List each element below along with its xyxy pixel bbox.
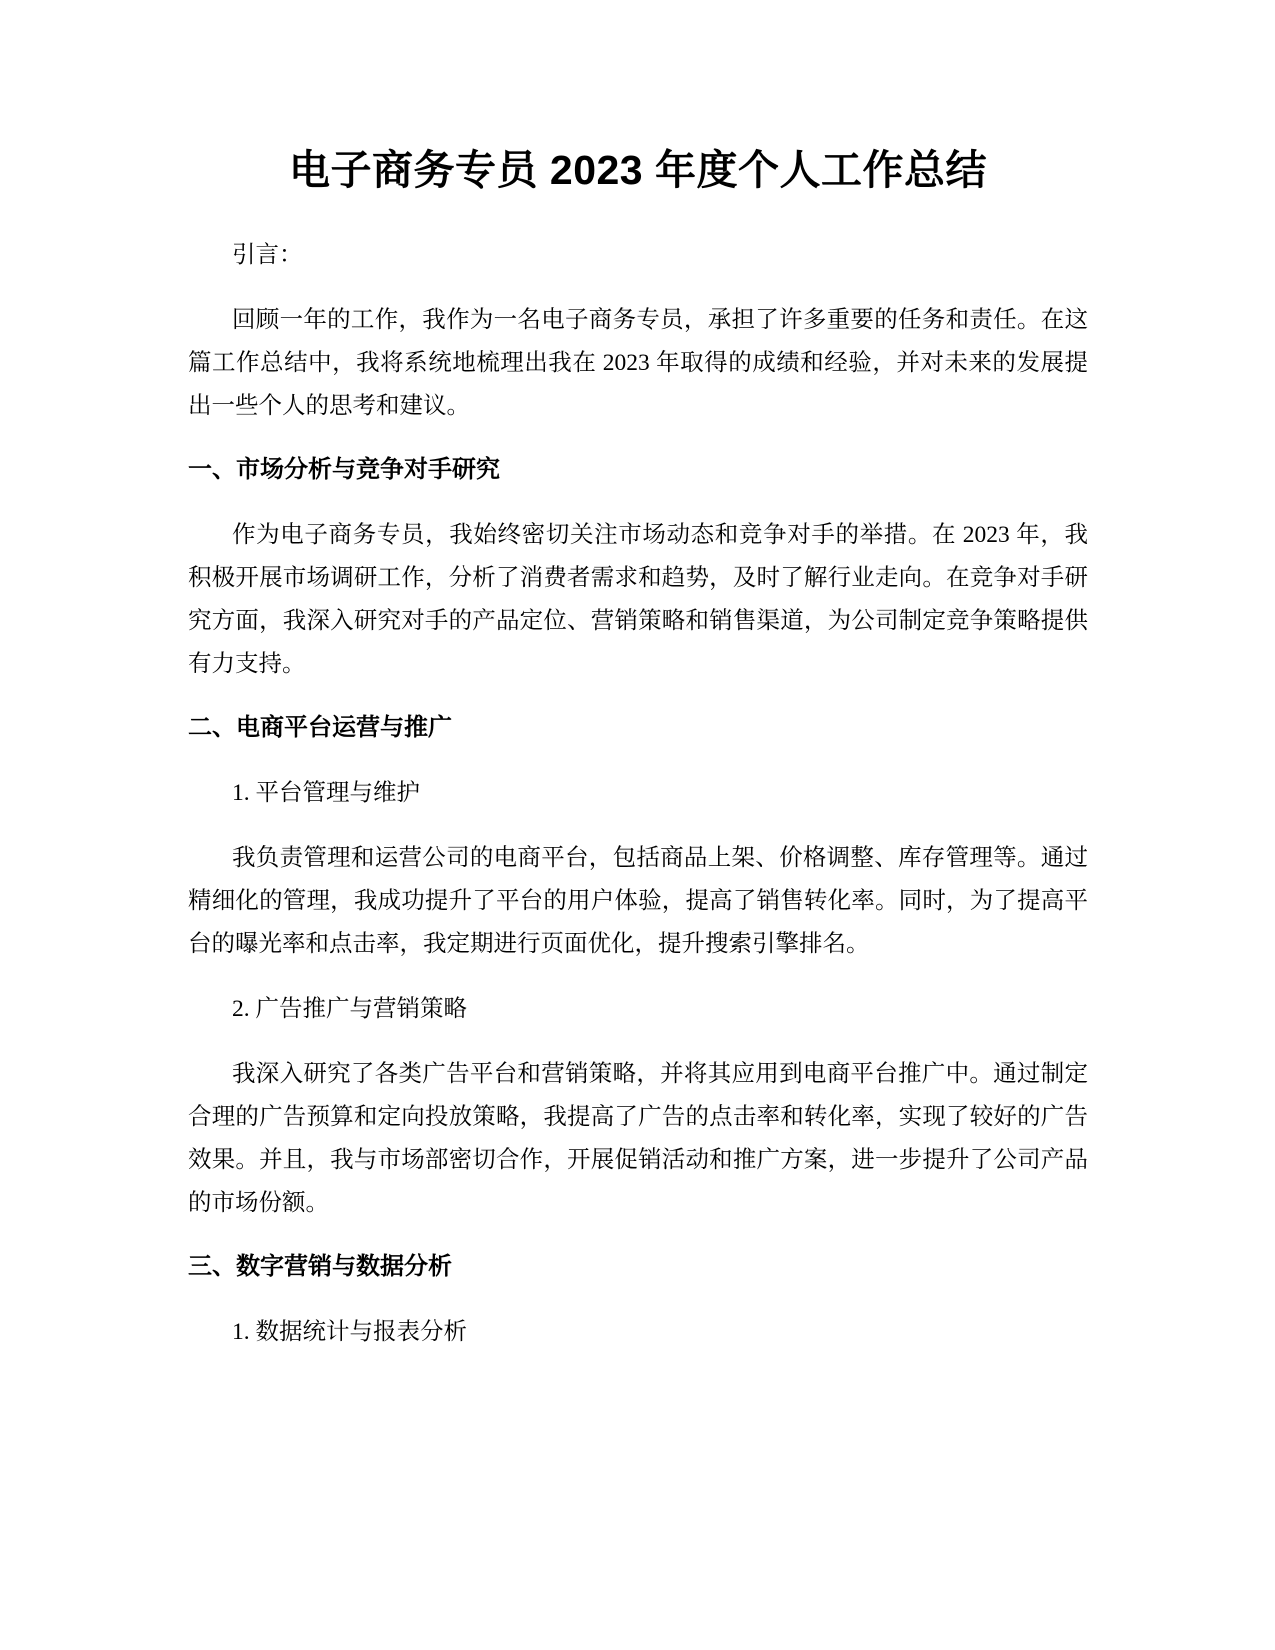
subsection-title-platform-management: 1. 平台管理与维护 <box>232 780 420 806</box>
document-body <box>188 140 1088 1376</box>
subsection-title-advertising: 2. 广告推广与营销策略 <box>232 996 467 1022</box>
subsection-title-data-statistics: 1. 数据统计与报表分析 <box>232 1319 467 1345</box>
section-heading-digital-marketing: 三、数字营销与数据分析 <box>188 1253 452 1280</box>
subsection-paragraph-platform-management: 我负责管理和运营公司的电商平台，包括商品上架、价格调整、库存管理等。通过精细化的管理，我成功提升了平台的用户体验，提高了销售转化率。同时，为了提高平台的曝光率和点击率，我定期进行页面优化，提升搜索引擎排名。 <box>188 845 1088 957</box>
intro-paragraph: 回顾一年的工作，我作为一名电子商务专员，承担了许多重要的任务和责任。在这篇工作总结中，我将系统地梳理出我在 2023 年取得的成绩和经验，并对未来的发展提出一些个人的思考和建议。 <box>188 307 1088 419</box>
document-title: 电子商务专员 2023 年度个人工作总结 <box>289 147 987 193</box>
section-heading-platform-operations: 二、电商平台运营与推广 <box>188 714 452 741</box>
section-heading-market-analysis: 一、市场分析与竞争对手研究 <box>188 456 500 483</box>
intro-label: 引言： <box>232 242 303 268</box>
section-paragraph-market-analysis: 作为电子商务专员，我始终密切关注市场动态和竞争对手的举措。在 2023 年，我积极开展市场调研工作，分析了消费者需求和趋势，及时了解行业走向。在竞争对手研究方面，我深入研究对手的产品定位、营销策略和销售渠道，为公司制定竞争策略提供有力支持。 <box>188 522 1088 677</box>
subsection-paragraph-advertising: 我深入研究了各类广告平台和营销策略，并将其应用到电商平台推广中。通过制定合理的广告预算和定向投放策略，我提高了广告的点击率和转化率，实现了较好的广告效果。并且，我与市场部密切合作，开展促销活动和推广方案，进一步提升了公司产品的市场份额。 <box>188 1061 1088 1216</box>
